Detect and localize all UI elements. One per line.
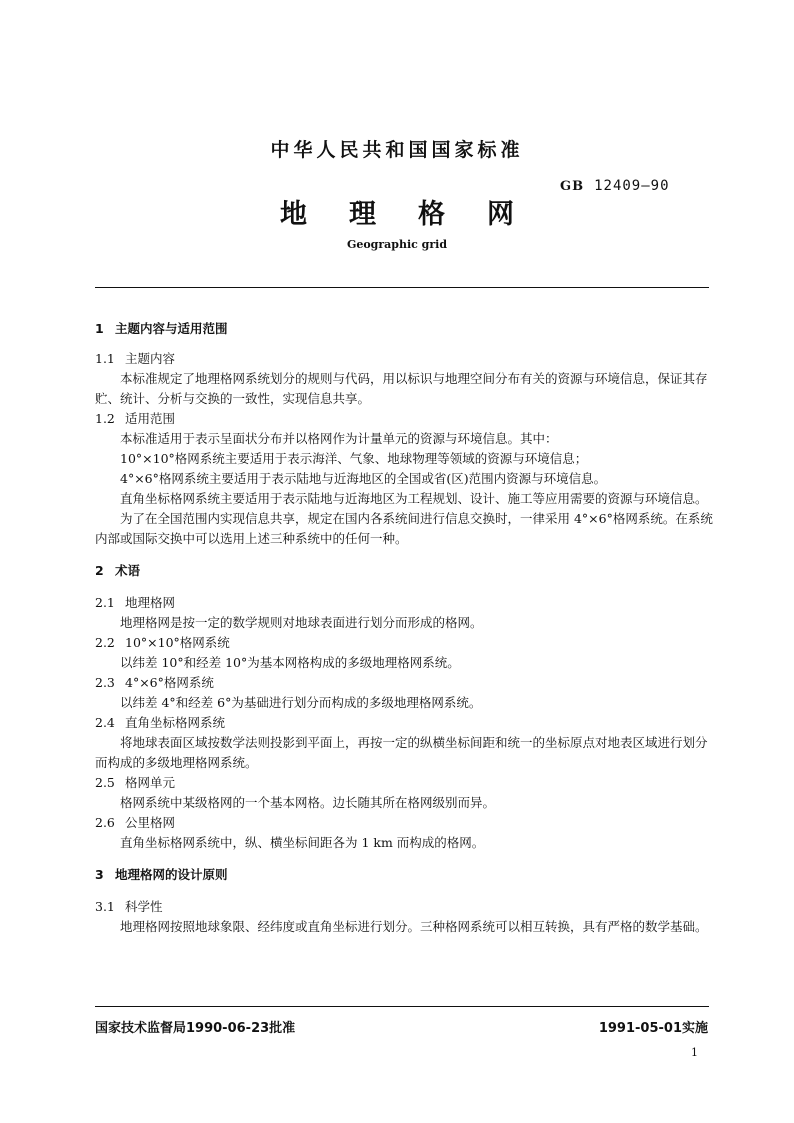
implementation-date: 1991-05-01实施: [598, 1021, 708, 1036]
code-prefix: GB: [560, 179, 585, 194]
section-2-3-paragraph: 以纬差 4°和经差 6°为基础进行划分而构成的多级地理格网系统。: [120, 695, 482, 710]
section-1-1-paragraph: 本标准规定了地理格网系统划分的规则与代码，用以标识与地理空间分布有关的资源与环境信息，保证其存贮、统计、分析与交换的一致性，实现信息共享。: [95, 371, 708, 406]
section-1-2-paragraph: 10°×10°格网系统主要适用于表示海洋、气象、地球物理等领域的资源与环境信息；: [120, 451, 588, 466]
section-1-2-paragraph: 为了在全国范围内实现信息共享，规定在国内各系统间进行信息交换时，一律采用 4°×6°格网系统。在系统内部或国际交换中可以选用上述三种系统中的任何一种。: [95, 511, 713, 546]
section-1-2-heading: 1.2 适用范围: [95, 411, 176, 426]
document-title: 地理格网: [280, 199, 556, 230]
section-1-2-paragraph: 直角坐标格网系统主要适用于表示陆地与近海地区为工程规划、设计、施工等应用需要的资源与环境信息。: [120, 491, 708, 506]
national-standard-heading: 中华人民共和国国家标准: [270, 139, 524, 161]
section-3-1-heading: 3.1 科学性: [95, 899, 163, 914]
section-2-3-heading: 2.3 4°×6°格网系统: [95, 675, 214, 690]
section-2-heading: 2 术语: [95, 563, 141, 578]
footer-divider: [95, 1006, 709, 1007]
section-3-heading: 3 地理格网的设计原则: [95, 867, 228, 882]
section-2-4-heading: 2.4 直角坐标格网系统: [95, 715, 226, 730]
header-divider: [95, 287, 709, 288]
section-2-6-paragraph: 直角坐标格网系统中，纵、横坐标间距各为 1 km 而构成的格网。: [120, 835, 485, 850]
document-body: [95, 319, 715, 937]
section-2-5-paragraph: 格网系统中某级格网的一个基本网格。边长随其所在格网级别而异。: [120, 795, 496, 810]
code-number: 12409—90: [594, 178, 670, 194]
section-2-5-heading: 2.5 格网单元: [95, 775, 176, 790]
section-1-2-paragraph: 4°×6°格网系统主要适用于表示陆地与近海地区的全国或省(区)范围内资源与环境信息。: [120, 471, 607, 486]
section-2-1-paragraph: 地理格网是按一定的数学规则对地球表面进行划分而形成的格网。: [120, 615, 483, 630]
approval-date: 国家技术监督局1990-06-23批准: [95, 1021, 296, 1036]
section-2-1-heading: 2.1 地理格网: [95, 595, 176, 610]
section-2-4-paragraph: 将地球表面区域按数学法则投影到平面上，再按一定的纵横坐标间距和统一的坐标原点对地表区域进行划分而构成的多级地理格网系统。: [95, 735, 708, 770]
document-subtitle: Geographic grid: [346, 238, 448, 251]
section-2-2-heading: 2.2 10°×10°格网系统: [95, 635, 230, 650]
page-number: 1: [691, 1046, 698, 1059]
section-1-heading: 1 主题内容与适用范围: [95, 321, 228, 336]
section-3-1-paragraph: 地理格网按照地球象限、经纬度或直角坐标进行划分。三种格网系统可以相互转换，具有严格的数学基础。: [120, 919, 708, 934]
section-1-1-heading: 1.1 主题内容: [95, 351, 176, 366]
section-1-2-paragraph: 本标准适用于表示呈面状分布并以格网作为计量单元的资源与环境信息。其中：: [120, 431, 558, 446]
section-2-6-heading: 2.6 公里格网: [95, 815, 176, 830]
section-2-2-paragraph: 以纬差 10°和经差 10°为基本网格构成的多级地理格网系统。: [120, 655, 460, 670]
